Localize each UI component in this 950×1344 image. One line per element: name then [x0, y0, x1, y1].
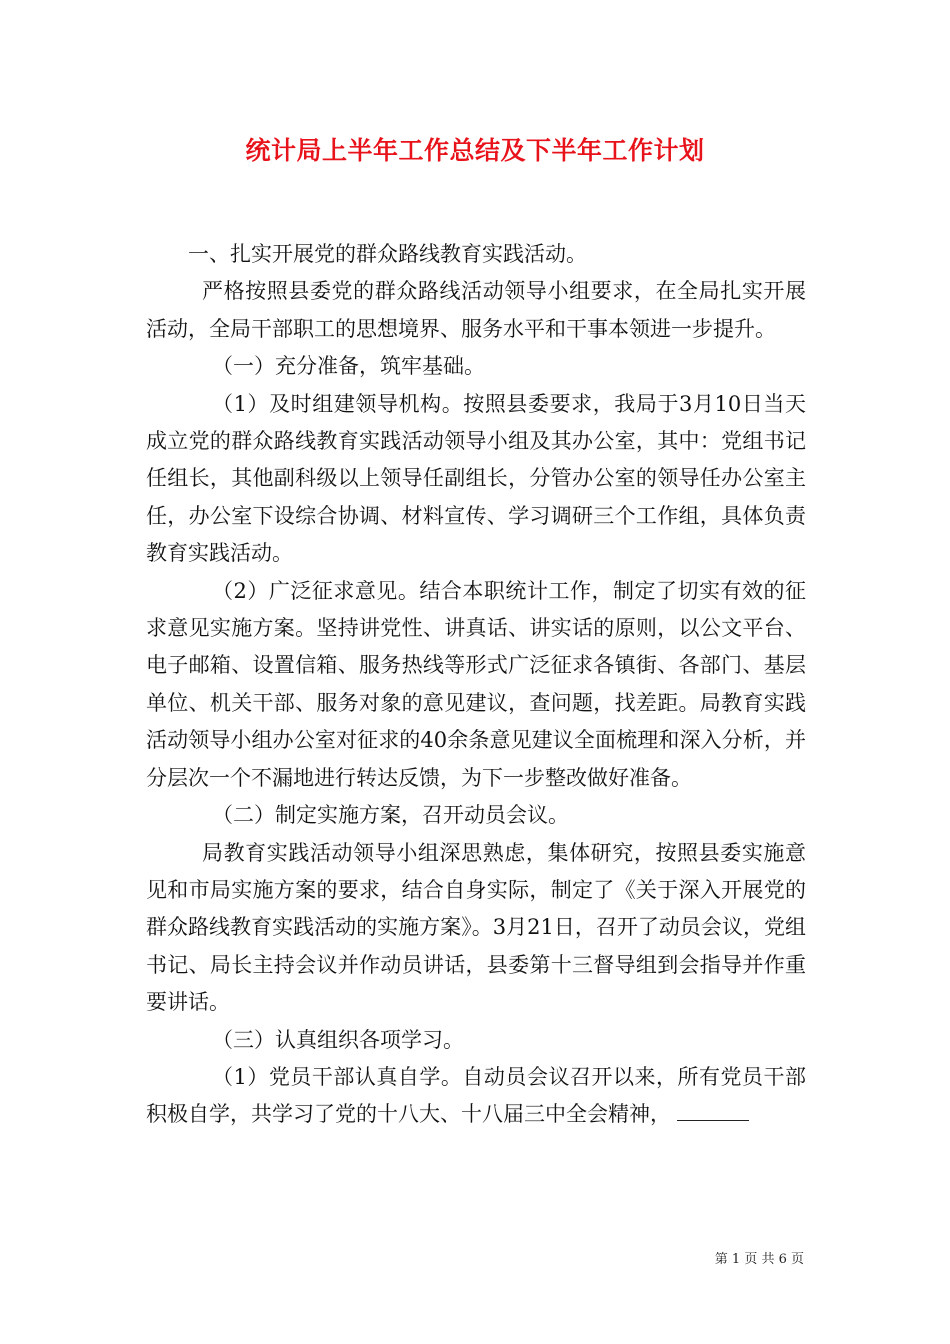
paragraph-plan: 局教育实践活动领导小组深思熟虑，集体研究，按照县委实施意见和市局实施方案的要求，结合自身实际，制定了《关于深入开展党的群众路线教育实践活动的实施方案》。3月21日，召开了动员会议，党组书记、局长主持会议并作动员讲话，县委第十三督导组到会指导并作重要讲话。	[146, 840, 806, 1015]
paragraph-item-3	[146, 1059, 806, 1134]
document-title: 统计局上半年工作总结及下半年工作计划	[245, 136, 705, 165]
subsection-heading-3: （三）认真组织各项学习。	[212, 1027, 464, 1052]
document-body	[146, 236, 806, 1134]
subsection-heading-2: （二）制定实施方案，召开动员会议。	[212, 803, 569, 828]
section-heading-1: 一、扎实开展党的群众路线教育实践活动。	[188, 242, 587, 266]
page-number: 第 1 页 共 6 页	[714, 1252, 804, 1267]
subsection-heading-1: （一）充分准备，筑牢基础。	[212, 354, 485, 379]
paragraph-item-2: （2）广泛征求意见。结合本职统计工作，制定了切实有效的征求意见实施方案。坚持讲党性、讲真话、讲实话的原则，以公文平台、电子邮箱、设置信箱、服务热线等形式广泛征求各镇街、各部门、基层单位、机关干部、服务对象的意见建议，查问题，找差距。局教育实践活动领导小组办公室对征求的40余条意见建议全面梳理和深入分析，并分层次一个不漏地进行转达反馈，为下一步整改做好准备。	[146, 578, 806, 790]
paragraph-item-1: （1）及时组建领导机构。按照县委要求，我局于3月10日当天成立党的群众路线教育实践活动领导小组及其办公室，其中：党组书记任组长，其他副科级以上领导任副组长，分管办公室的领导任办公室主任，办公室下设综合协调、材料宣传、学习调研三个工作组，具体负责教育实践活动。	[146, 391, 806, 566]
fill-in-blank	[677, 1100, 749, 1121]
paragraph-intro: 严格按照县委党的群众路线活动领导小组要求，在全局扎实开展活动，全局干部职工的思想境界、服务水平和干事本领进一步提升。	[146, 279, 806, 341]
paragraph-item-3-text: （1）党员干部认真自学。自动员会议召开以来，所有党员干部积极自学，共学习了党的十八大、十八届三中全会精神，	[146, 1064, 806, 1127]
